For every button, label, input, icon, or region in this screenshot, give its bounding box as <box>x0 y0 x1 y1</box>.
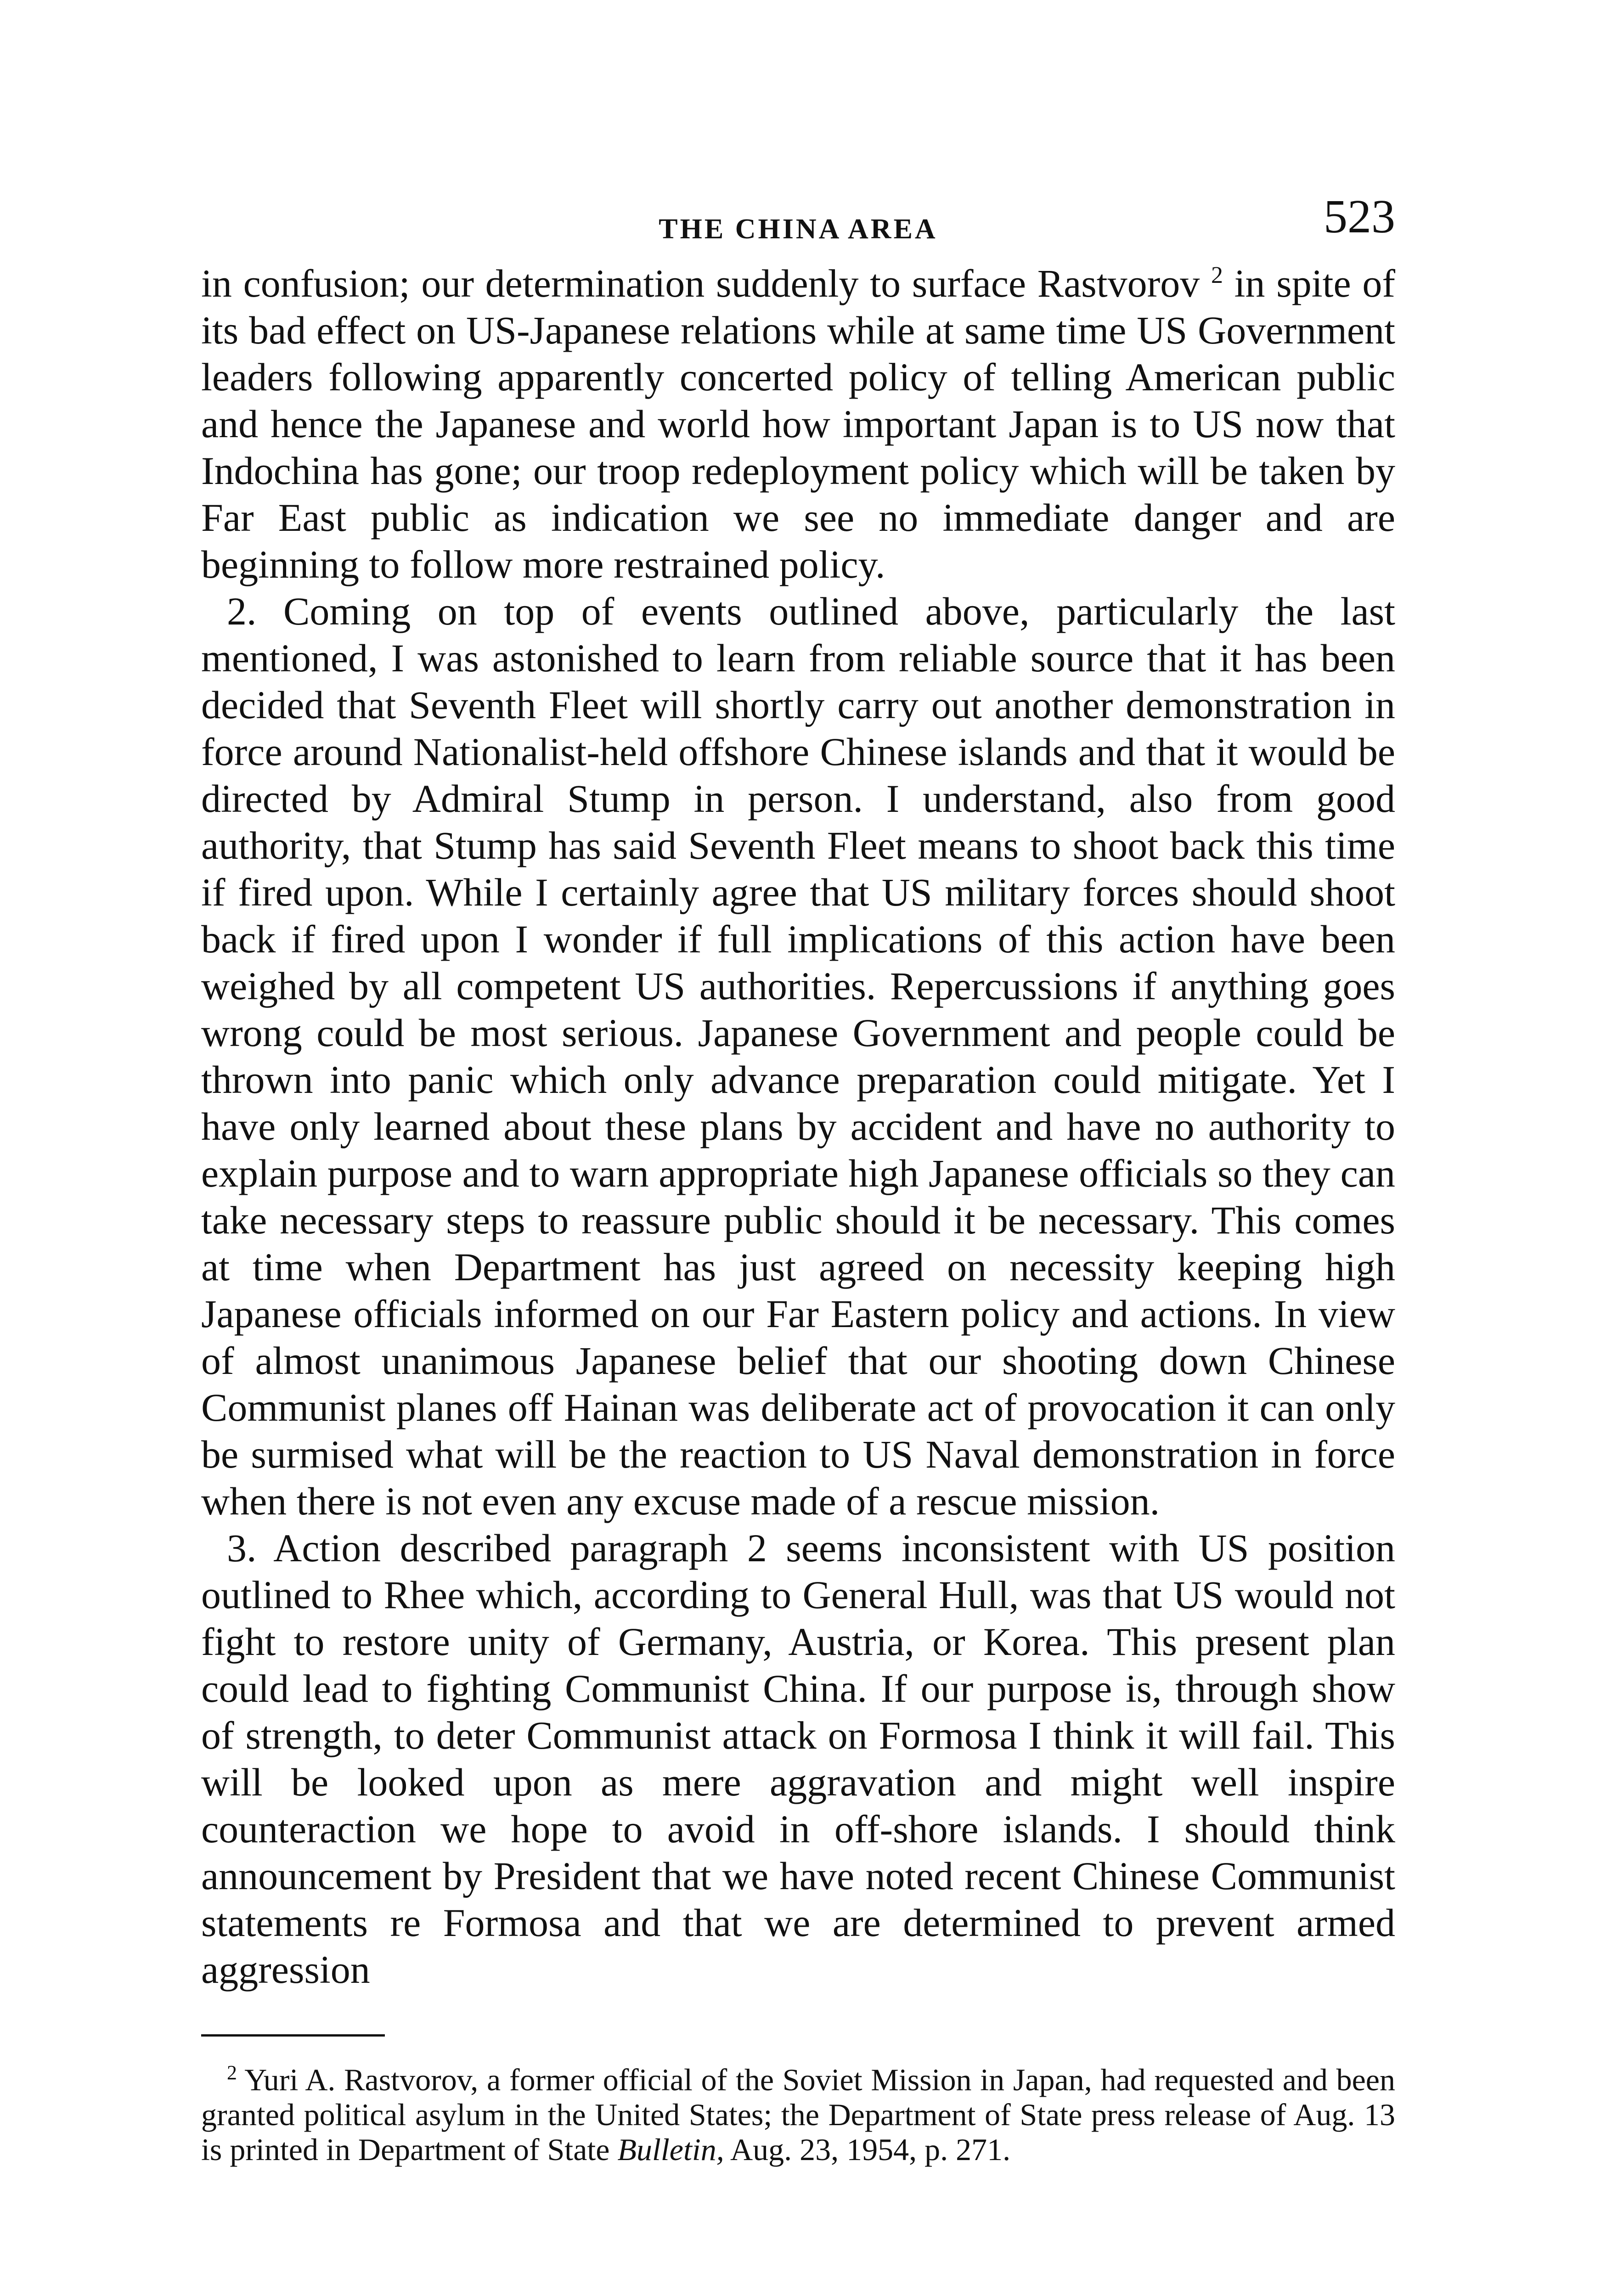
footnote-text-lead: Yuri A. Rastvorov, a former official of the Soviet Mission in Japan, had requested and been granted political asylum in the United States; the Department of State press release of Aug. 13 is printed in Department of State <box>201 2062 1395 2167</box>
paragraph-2: 2. Coming on top of events outlined above, particularly the last mentioned, I was astonished to learn from reliable source that it has been decided that Seventh Fleet will shortly carry out another demonstration in force around Nationalist-held offshore Chinese islands and that it would be directed by Admiral Stump in person. I understand, also from good authority, that Stump has said Seventh Fleet means to shoot back this time if fired upon. While I certainly agree that US military forces should shoot back if fired upon I wonder if full implications of this action have been weighed by all competent US authorities. Repercussions if anything goes wrong could be most serious. Japanese Government and people could be thrown into panic which only advance preparation could mitigate. Yet I have only learned about these plans by accident and have no authority to explain purpose and to warn appropriate high Japanese officials so they can take necessary steps to reassure public should it be necessary. This comes at time when Department has just agreed on necessity keeping high Japanese officials informed on our Far Eastern policy and actions. In view of almost unanimous Japanese belief that our shooting down Chinese Communist planes off Hainan was deliberate act of provocation it can only be surmised what will be the reaction to US Naval demonstration in force when there is not even any excuse made of a rescue mission. <box>201 589 1395 1523</box>
footnote-publication-title: Bulletin, <box>617 2132 724 2167</box>
body-text <box>201 260 1395 1993</box>
running-title: THE CHINA AREA <box>659 214 938 245</box>
paragraph-1-rest: in spite of its bad effect on US-Japanese relations while at same time US Government leaders following apparently concerted policy of telling American public and hence the Japanese and world how important Japan is to US now that Indochina has gone; our troop redeployment policy which will be taken by Far East public as indication we see no immediate danger and are beginning to follow more restrained policy. <box>201 261 1395 586</box>
running-head <box>201 190 1395 253</box>
paragraph-1 <box>201 260 1395 588</box>
footnote-rule <box>201 2034 385 2037</box>
document-page <box>201 190 1395 2296</box>
footnote-reference: 2 <box>1211 262 1223 288</box>
paragraph-3: 3. Action described paragraph 2 seems inconsistent with US position outlined to Rhee which, according to General Hull, was that US would not fight to restore unity of Germany, Austria, or Korea. This present plan could lead to fighting Communist China. If our purpose is, through show of strength, to deter Communist attack on Formosa I think it will fail. This will be looked upon as mere aggravation and might well inspire counteraction we hope to avoid in off-shore islands. I should think announcement by President that we have noted recent Chinese Communist statements re Formosa and that we are determined to prevent armed aggression <box>201 1526 1395 1992</box>
footnote-marker: 2 <box>227 2061 237 2084</box>
paragraph-1-lead: in confusion; our determination suddenly to surface Rastvorov <box>201 261 1200 305</box>
footnote-text-tail: Aug. 23, 1954, p. 271. <box>724 2132 1011 2167</box>
page-number: 523 <box>1324 190 1395 243</box>
footnotes <box>201 2062 1395 2167</box>
footnote-2 <box>201 2062 1395 2167</box>
